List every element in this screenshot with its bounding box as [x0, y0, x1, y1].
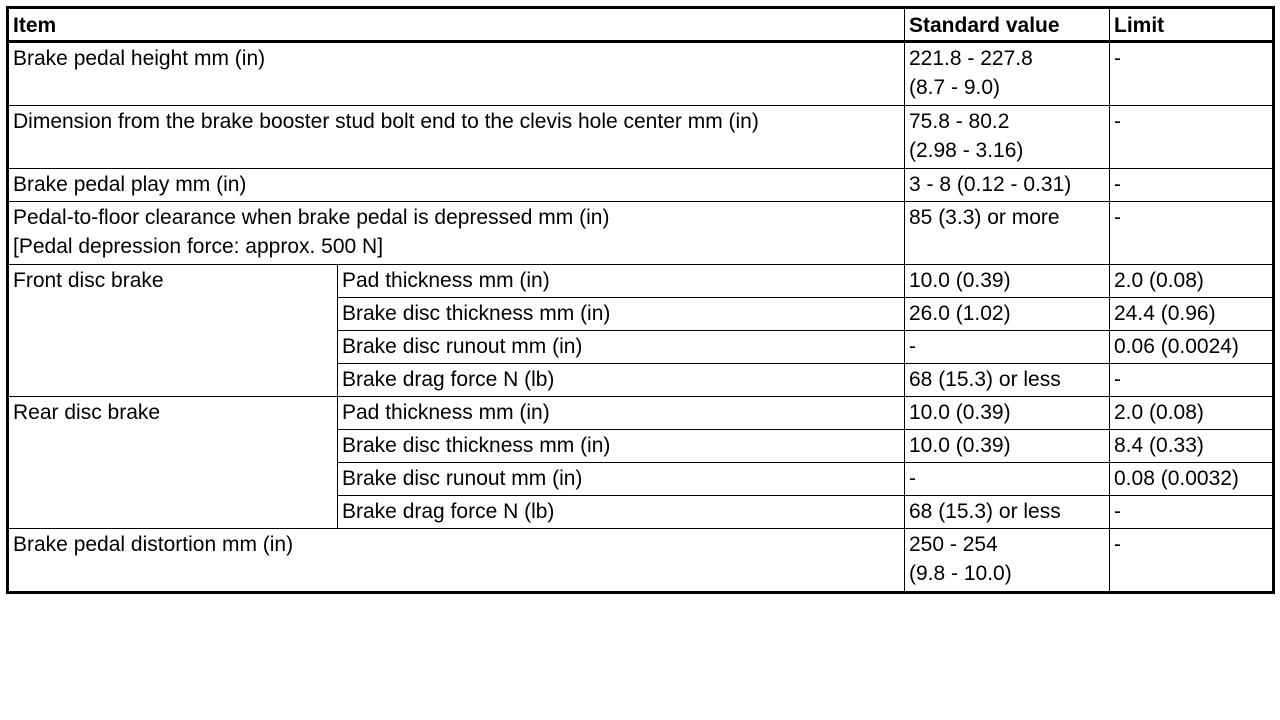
- limit-cell: -: [1110, 202, 1274, 265]
- standard-value-cell: -: [905, 463, 1110, 496]
- group-name-cell: Front disc brake: [8, 265, 338, 397]
- item-cell: Brake pedal height mm (in): [8, 42, 905, 106]
- sub-item-cell: Brake disc runout mm (in): [338, 331, 905, 364]
- limit-cell: 0.06 (0.0024): [1110, 331, 1274, 364]
- item-cell: Dimension from the brake booster stud bolt end to the clevis hole center mm (in): [8, 106, 905, 169]
- standard-value-cell: 75.8 - 80.2 (2.98 - 3.16): [905, 106, 1110, 169]
- limit-cell: -: [1110, 364, 1274, 397]
- sub-item-cell: Brake drag force N (lb): [338, 364, 905, 397]
- standard-value-cell: 221.8 - 227.8 (8.7 - 9.0): [905, 42, 1110, 106]
- sub-item-cell: Brake disc thickness mm (in): [338, 298, 905, 331]
- limit-cell: 2.0 (0.08): [1110, 265, 1274, 298]
- standard-value-cell: 85 (3.3) or more: [905, 202, 1110, 265]
- standard-value-cell: 68 (15.3) or less: [905, 364, 1110, 397]
- limit-cell: 2.0 (0.08): [1110, 397, 1274, 430]
- group-name-cell: Rear disc brake: [8, 397, 338, 529]
- table-row: [8, 397, 1274, 430]
- sub-item-cell: Brake drag force N (lb): [338, 496, 905, 529]
- standard-value-cell: 10.0 (0.39): [905, 430, 1110, 463]
- table-row: [8, 106, 1274, 169]
- sub-item-cell: Pad thickness mm (in): [338, 265, 905, 298]
- standard-value-cell: 26.0 (1.02): [905, 298, 1110, 331]
- header-limit: Limit: [1110, 8, 1274, 42]
- standard-value-cell: 68 (15.3) or less: [905, 496, 1110, 529]
- sub-item-cell: Brake disc runout mm (in): [338, 463, 905, 496]
- sub-item-cell: Pad thickness mm (in): [338, 397, 905, 430]
- limit-cell: -: [1110, 529, 1274, 593]
- limit-cell: -: [1110, 42, 1274, 106]
- limit-cell: -: [1110, 496, 1274, 529]
- item-cell: Pedal-to-floor clearance when brake pedal is depressed mm (in) [Pedal depression force: approx. 500 N]: [8, 202, 905, 265]
- table-row: [8, 529, 1274, 593]
- header-standard-value: Standard value: [905, 8, 1110, 42]
- limit-cell: 24.4 (0.96): [1110, 298, 1274, 331]
- standard-value-cell: 3 - 8 (0.12 - 0.31): [905, 169, 1110, 202]
- standard-value-cell: 250 - 254 (9.8 - 10.0): [905, 529, 1110, 593]
- table-row: [8, 265, 1274, 298]
- table-row: [8, 42, 1274, 106]
- limit-cell: 0.08 (0.0032): [1110, 463, 1274, 496]
- limit-cell: 8.4 (0.33): [1110, 430, 1274, 463]
- table-row: [8, 202, 1274, 265]
- standard-value-cell: -: [905, 331, 1110, 364]
- sub-item-cell: Brake disc thickness mm (in): [338, 430, 905, 463]
- table-row: [8, 169, 1274, 202]
- specification-table: [6, 6, 1275, 594]
- header-row: [8, 8, 1274, 42]
- header-item: Item: [8, 8, 905, 42]
- standard-value-cell: 10.0 (0.39): [905, 397, 1110, 430]
- item-cell: Brake pedal play mm (in): [8, 169, 905, 202]
- limit-cell: -: [1110, 106, 1274, 169]
- item-cell: Brake pedal distortion mm (in): [8, 529, 905, 593]
- standard-value-cell: 10.0 (0.39): [905, 265, 1110, 298]
- limit-cell: -: [1110, 169, 1274, 202]
